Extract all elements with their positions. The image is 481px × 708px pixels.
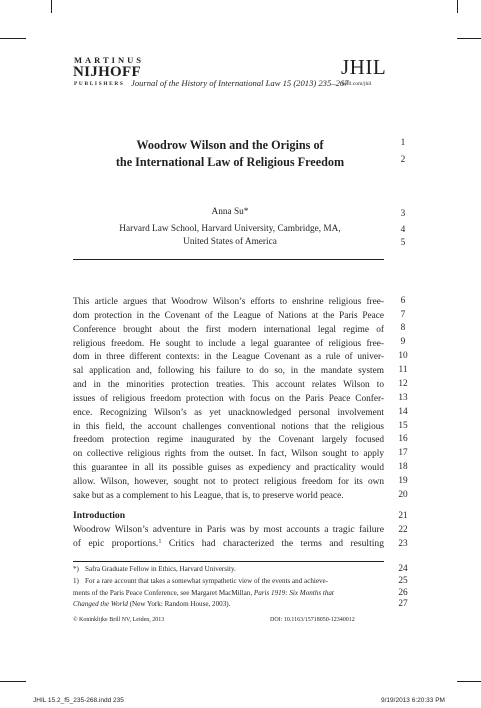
line-number: 21 [398, 511, 408, 521]
author-affiliation-line1: Harvard Law School, Harvard University, Cambridge, MA, [119, 224, 341, 234]
abstract-line: allow. Wilson, however, sought not to protect religious freedom for its own [73, 476, 384, 487]
line-number: 6 [400, 296, 406, 306]
abstract-line: Conference brought about the first modern international legal regime of [73, 324, 384, 335]
line-number: 23 [398, 539, 408, 549]
line-number: 19 [398, 476, 408, 486]
footnote-ref[interactable]: 1 [158, 538, 162, 545]
line-number: 25 [398, 576, 408, 586]
crop-mark [0, 681, 26, 682]
abstract-line: sake but as a complement to his League, that is, to preserve world peace. [73, 490, 344, 501]
abstract-line: This article argues that Woodrow Wilson’s efforts to enshrine religious free- [73, 297, 384, 307]
body-line [73, 537, 384, 551]
doi[interactable]: DOI: 10.1163/15718050-12340012 [270, 617, 355, 623]
line-number: 22 [398, 525, 408, 535]
book-title: Paris 1919: Six Months that [253, 589, 334, 597]
abstract-line: ence. Recognizing Wilson’s as yet unacknowledged personal involvement [73, 407, 384, 418]
line-number: 9 [400, 337, 406, 347]
article-title-line2: the International Law of Religious Freedom [115, 155, 345, 169]
line-number: 10 [398, 351, 408, 361]
line-number: 7 [400, 310, 406, 320]
abstract-line: and in the minorities protection treaties. This account relates Wilson to [73, 380, 384, 391]
publisher-logo-line1: MARTINUS [74, 55, 144, 65]
footnote-text: For a rare account that takes a somewhat sympathetic view of the events and achieve- [85, 577, 329, 585]
abstract-line: dom in three different contexts: in the League Covenant as a rule of univer- [73, 352, 384, 363]
line-number: 11 [398, 365, 408, 375]
body-line-text: of epic proportions. [73, 538, 159, 549]
book-title: Changed the World [73, 600, 128, 608]
abstract [73, 296, 384, 504]
footnote-text: (New York: Random House, 2003). [127, 600, 231, 608]
abstract-line: this guarantee in all its possible guises as expediency and practicality would [73, 463, 384, 474]
section-heading: Introduction [73, 510, 126, 521]
crop-mark [0, 38, 26, 39]
crop-mark [457, 0, 458, 13]
line-number: 4 [400, 225, 406, 235]
abstract-line: religious freedom. He sought to include a legal guarantee of religious free- [73, 338, 384, 349]
footnote-marker: 1) [73, 577, 79, 585]
line-number: 13 [398, 393, 408, 403]
crop-mark [457, 681, 481, 682]
line-number: 27 [398, 599, 408, 609]
line-number: 3 [400, 209, 406, 219]
abstract-line: on collective religious rights from the outset. In fact, Wilson sought to apply [73, 449, 384, 460]
footnote-marker: *) [73, 565, 79, 573]
abstract-line: dom protection in the Covenant of the League of Nations at the Paris Peace [73, 310, 384, 321]
article-title-line1: Woodrow Wilson and the Origins of [136, 138, 324, 152]
footnote-text: Safra Graduate Fellow in Ethics, Harvard University. [85, 565, 236, 573]
author-affiliation-line2: United States of America [183, 237, 277, 247]
body-text [73, 523, 384, 551]
line-number: 8 [400, 323, 406, 333]
line-number: 5 [400, 238, 406, 248]
line-number: 16 [398, 434, 408, 444]
footnote-1-line3 [73, 599, 384, 609]
crop-mark [457, 38, 481, 39]
line-number: 2 [400, 155, 406, 165]
line-number: 20 [398, 490, 408, 500]
journal-url: brill.com/jhil [342, 81, 372, 87]
body-line: Woodrow Wilson’s adventure in Paris was by most accounts a tragic failure [73, 524, 384, 535]
footnote-1-line2 [73, 588, 384, 598]
journal-citation: Journal of the History of International Law 15 (2013) 235–267 [131, 78, 349, 88]
print-slug-file: JHIL 15.2_f5_235-268.indd 235 [33, 697, 124, 704]
abstract-line: in this field, the account challenges conventional notions that the religious [73, 421, 384, 432]
line-number: 15 [398, 421, 408, 431]
publisher-logo-line3: PUBLISHERS [74, 81, 125, 87]
publisher-logo-line2: NIJHOFF [73, 64, 141, 80]
abstract-line: sal application and, following his failure to do so, in the mandate system [73, 366, 384, 377]
footnote-1-line1 [73, 576, 384, 586]
title-divider [73, 259, 384, 260]
line-number: 18 [398, 462, 408, 472]
line-number: 1 [400, 138, 406, 148]
line-number: 12 [398, 379, 408, 389]
print-slug-timestamp: 9/19/2013 6:20:33 PM [381, 697, 445, 704]
crop-mark [51, 0, 52, 13]
line-number: 24 [398, 564, 408, 574]
body-line-text: Critics had characterized the terms and resulting [161, 538, 384, 549]
line-number: 14 [398, 407, 408, 417]
abstract-line: issues of religious freedom protection with focus on the Paris Peace Confer- [73, 393, 384, 404]
footnote-divider [73, 561, 384, 562]
line-number: 17 [398, 448, 408, 458]
abstract-line: freedom protection regime inaugurated by the Covenant largely focused [73, 435, 384, 446]
footnote-star [73, 564, 384, 574]
journal-abbreviation: JHIL [341, 55, 387, 79]
line-number: 26 [398, 588, 408, 598]
author-name: Anna Su* [211, 207, 249, 217]
footnote-text: ments of the Paris Peace Conference, see Margaret MacMillan, [73, 589, 254, 597]
copyright: © Koninklijke Brill NV, Leiden, 2013 [73, 617, 165, 623]
